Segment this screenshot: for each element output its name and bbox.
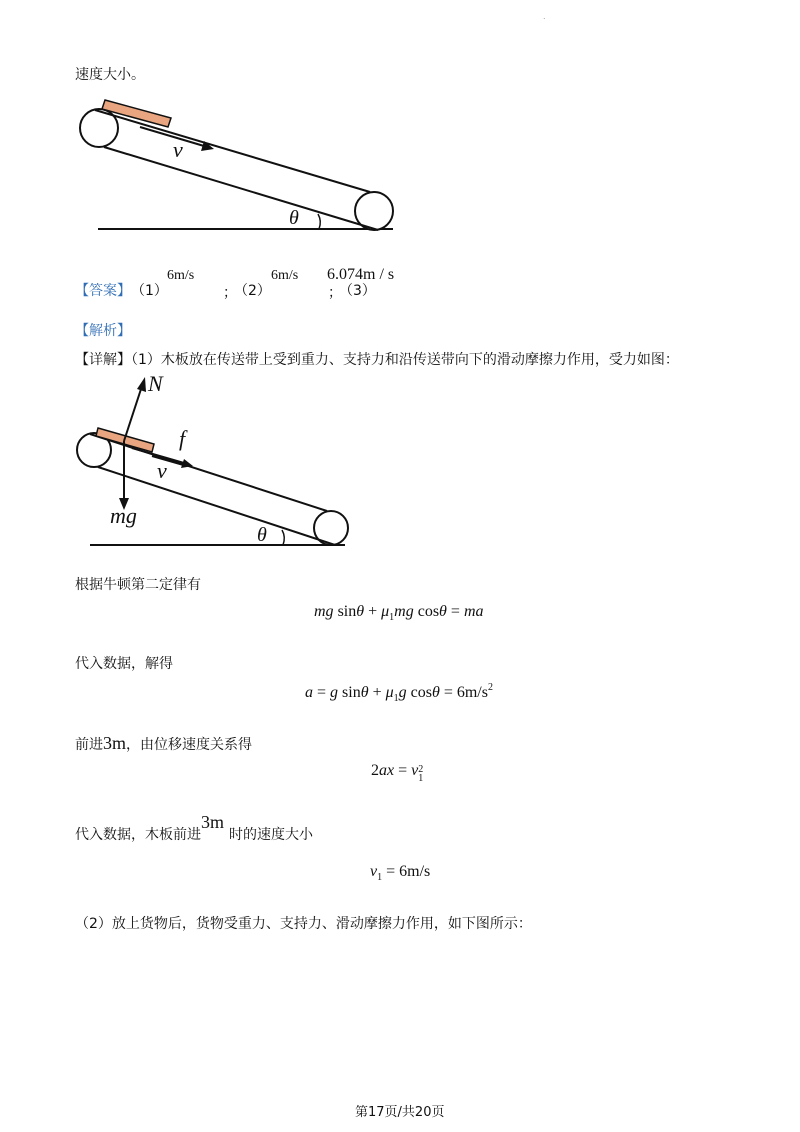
eq2-g2: g (398, 684, 407, 701)
N-label: N (148, 371, 163, 396)
eq2-equals: = (313, 684, 331, 701)
velocity-label-1: v (173, 137, 183, 162)
eq4-sub: 1 (377, 872, 383, 883)
answer-sep2: ； (328, 285, 342, 301)
answer-sep1: ； (223, 285, 237, 301)
substitute-text-1: 代入数据，解得 (75, 656, 173, 672)
newton-text: 根据牛顿第二定律有 (75, 577, 201, 593)
answer-p2: （2） (234, 283, 271, 299)
eq3-ax: ax (379, 762, 395, 779)
normal-force-arrowhead (137, 377, 146, 392)
eq2-a: a (305, 684, 313, 701)
eq1-mu-sub: 1 (389, 612, 395, 623)
advance-post: ，由位移速度关系得 (126, 737, 253, 753)
answer-1: 6m/s (167, 268, 195, 283)
sub2-pre: 代入数据，木板前进 (75, 827, 201, 843)
equation-3 (371, 762, 423, 783)
advance-dist: 3m (103, 733, 127, 753)
substitute-line-2 (75, 812, 475, 844)
answer-tag: 【答案】 (75, 283, 131, 299)
eq2-mu-sub: 1 (393, 693, 399, 704)
eq2-result: = 6m/s (439, 684, 488, 701)
normal-force-arrow (124, 386, 142, 441)
page-footer: 第17页/共20页 (355, 1105, 445, 1120)
eq3-scripts (418, 765, 423, 783)
eq2-theta: θ (360, 684, 369, 701)
angle-arc-2 (282, 530, 284, 545)
detail-tag: 【详解】 (75, 352, 131, 368)
eq1-ma: ma (463, 603, 484, 620)
eq2-mu: μ (385, 684, 394, 701)
eq1-plus: + (364, 603, 382, 620)
eq2-g: g (330, 684, 339, 701)
eq1-theta2: θ (439, 603, 447, 620)
eq3-v: v (411, 762, 419, 779)
eq3-2: 2 (371, 762, 379, 779)
answer-2: 6m/s (271, 268, 299, 283)
intro-text: 速度大小。 (75, 67, 145, 83)
eq4-result: = 6m/s (382, 863, 431, 880)
part2-text: （2）放上货物后，货物受重力、支持力、滑动摩擦力作用，如下图所示： (75, 916, 532, 932)
header-mark: . (543, 12, 546, 21)
eq2-theta2: θ (431, 684, 440, 701)
answer-p1: （1） (131, 283, 168, 299)
eq2-sin: sin (338, 684, 361, 701)
velocity-label-2: v (157, 458, 167, 483)
eq1-mg2: mg (394, 603, 414, 620)
advance-pre: 前进 (75, 737, 103, 753)
eq3-equals: = (394, 762, 412, 779)
eq2-cos: cos (406, 684, 432, 701)
eq2-sup: 2 (487, 682, 493, 693)
eq3-sup: 2 (418, 764, 424, 775)
eq3-sub: 1 (418, 773, 424, 784)
conveyor-figure-2 (0, 0, 800, 560)
sub2-dist: 3m (201, 812, 225, 832)
mg-label: mg (110, 503, 137, 528)
analysis-tag: 【解析】 (75, 323, 131, 339)
eq1-mu: μ (381, 603, 390, 620)
equation-2 (305, 682, 493, 704)
eq4-v: v (370, 863, 378, 880)
advance-line (75, 733, 252, 754)
f-label: f (179, 426, 186, 451)
equation-1 (314, 603, 484, 623)
eq2-plus: + (368, 684, 386, 701)
theta-label-2: θ (257, 524, 267, 546)
eq1-cos: cos (413, 603, 440, 620)
sub2-post: 时的速度大小 (229, 827, 313, 843)
eq1-mg: mg (314, 603, 334, 620)
answer-3: 6.074m / s (327, 266, 395, 283)
theta-label-1: θ (289, 207, 299, 229)
equation-4 (370, 863, 430, 883)
answer-p3: （3） (339, 283, 376, 299)
eq1-theta: θ (356, 603, 365, 620)
eq1-equals: = (446, 603, 464, 620)
eq1-sin: sin (333, 603, 357, 620)
detail-text: （1）木板放在传送带上受到重力、支持力和沿传送带向下的滑动摩擦力作用，受力如图： (131, 352, 679, 368)
